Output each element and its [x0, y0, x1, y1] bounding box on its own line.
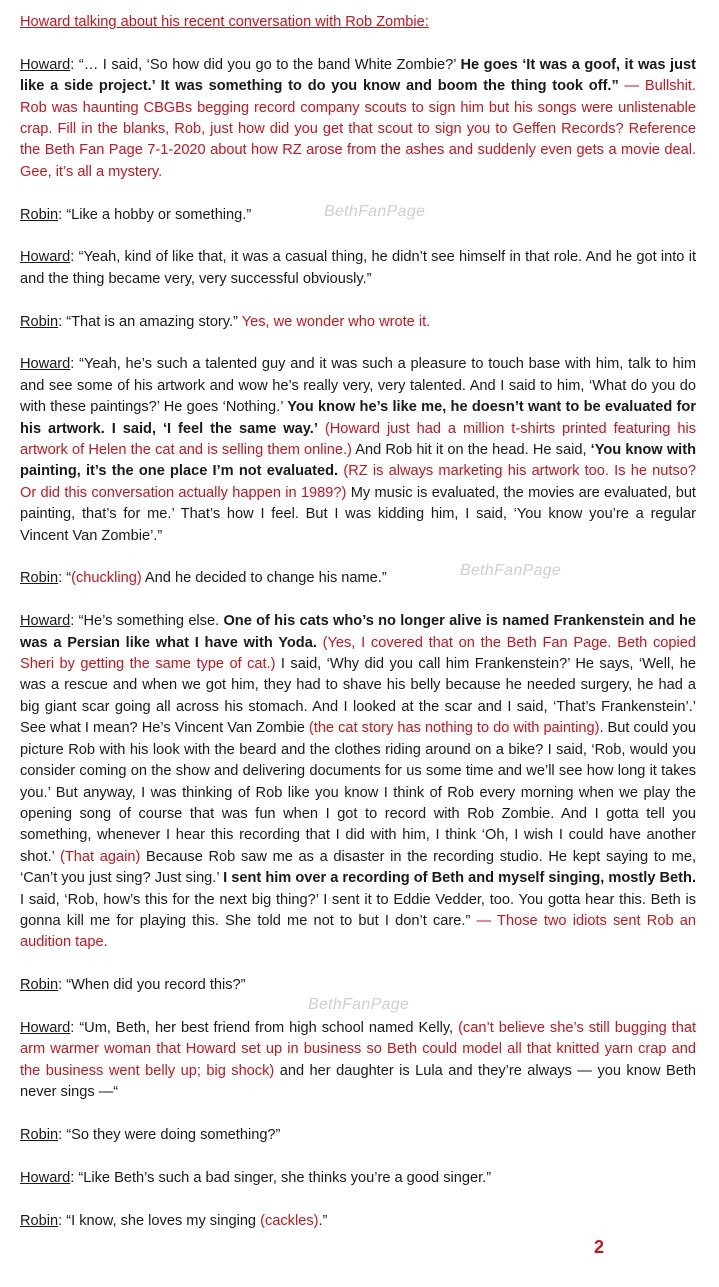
quote-text: : “Yeah, kind of like that, it was a casual thing, he didn’t see himself in that role. And he got into it and the thing became very, very successful obviously.”	[20, 249, 696, 287]
quote-text: : “I know, she loves my singing	[58, 1212, 261, 1229]
speaker-name: Robin	[20, 206, 59, 223]
quote-bold-text: ‘You know with painting, it’s the one place I’m not evaluated.	[20, 442, 697, 480]
quote-text: I said, ‘Why did you call him Frankenstein?’ He says, ‘Well, he was a rescue and when we got him, they had to shave his belly because he needed surgery, he had a big giant scar going all across his stomach. And I looked at the scar and I said, ‘That’s Frankenstein’.’ See what I mean? He’s Vincent Van Zombie	[20, 656, 697, 737]
quote-bold-text: You know he’s like me, he doesn’t want to be evaluated for his artwork. I said, ‘I feel the same way.’	[20, 399, 696, 437]
transcript-paragraph	[20, 975, 696, 996]
commentary-text: — Bullshit. Rob was haunting CBGBs begging record company scouts to sign him but his songs were unlistenable crap. Fill in the blanks, Rob, just how did you get that scout to sign you to Geffen Records? Reference the Beth Fan Page 7-1-2020 about how RZ arose from the ashes and suddenly even gets a movie deal. Gee, it’s all a mystery.	[20, 78, 696, 180]
transcript	[20, 55, 696, 1232]
watermark: BethFanPage	[460, 562, 562, 579]
transcript-paragraph	[20, 1211, 696, 1232]
speaker-name: Howard	[20, 56, 71, 73]
commentary-text: — Those two idiots sent Rob an audition tape.	[20, 912, 696, 951]
speaker-name: Robin	[20, 977, 59, 994]
quote-text: : “Like Beth’s such a bad singer, she thinks you’re a good singer.”	[70, 1169, 492, 1186]
watermark: BethFanPage	[324, 203, 426, 220]
transcript-paragraph	[20, 1018, 696, 1104]
speaker-name: Howard	[20, 1019, 71, 1036]
quote-text: : “When did you record this?”	[58, 977, 246, 994]
transcript-paragraph	[20, 1125, 696, 1146]
document-body	[20, 12, 696, 1253]
quote-text: : “Like a hobby or something.”	[58, 206, 252, 223]
transcript-paragraph	[20, 55, 696, 183]
page-number: 2	[594, 1237, 605, 1257]
quote-text: : “So they were doing something?”	[58, 1126, 281, 1143]
commentary-text: (can’t believe she’s still bugging that arm warmer woman that Howard set up in business so Beth could model all that knitted yarn crap and the business went belly up; big shock)	[20, 1019, 696, 1079]
commentary-text: (Howard just had a million t-shirts printed featuring his artwork of Helen the cat and is selling them online.)	[20, 420, 697, 459]
quote-text: I said, ‘Rob, how’s this for the next big thing?’ I sent it to Eddie Vedder, too. You gotta hear this. Beth is gonna kill me for playing this. She told me not to but I don’t care.”	[20, 891, 696, 929]
quote-text: Because Rob saw me as a disaster in the recording studio. He kept saying to me, ‘Can’t you just sing? Just sing.’	[20, 848, 697, 887]
commentary-text: (RZ is always marketing his artwork too. Is he nutso? Or did this conversation actually happen in 1989?)	[20, 463, 696, 501]
quote-bold-text: He goes ‘It was a goof, it was just like a side project.’ It was something to do you know and boom the thing took off.”	[20, 56, 696, 95]
transcript-paragraph	[20, 611, 696, 954]
document-title: Howard talking about his recent conversation with Rob Zombie:	[20, 14, 429, 30]
speaker-name: Howard	[20, 1169, 71, 1186]
quote-text: : “He’s something else.	[70, 613, 224, 630]
transcript-paragraph	[20, 354, 696, 547]
transcript-paragraph	[20, 247, 696, 290]
speaker-name: Robin	[20, 313, 59, 330]
quote-bold-text: One of his cats who’s no longer alive is named Frankenstein and he was a Persian like what I have with Yoda.	[20, 613, 696, 651]
speaker-name: Howard	[20, 249, 71, 266]
quote-text: My music is evaluated, the movies are evaluated, but painting, that’s for me.’ That’s how I feel. But I was kidding him, I said, ‘You know you’re a regular Vincent Van Zombie’.”	[20, 484, 696, 544]
commentary-text: (chuckling)	[71, 570, 142, 587]
watermark: BethFanPage	[308, 996, 410, 1013]
commentary-text: (the cat story has nothing to do with painting)	[308, 720, 600, 737]
quote-text: : “Yeah, he’s such a talented guy and it was such a pleasure to touch base with him, talk to him and see some of his artwork and wow he’s really very, very talented. And I said to him, ‘What do you do with these paintings?’ He goes ‘Nothing.’	[20, 356, 696, 416]
quote-text: : “	[58, 570, 72, 587]
commentary-text: (Yes, I covered that on the Beth Fan Page. Beth copied Sheri by getting the same type of cat.)	[20, 634, 696, 673]
speaker-name: Robin	[20, 1126, 59, 1143]
speaker-name: Robin	[20, 570, 59, 587]
transcript-paragraph	[20, 1168, 696, 1189]
transcript-paragraph	[20, 568, 696, 589]
quote-text: And he decided to change his name.”	[141, 570, 387, 587]
quote-text: : “… I said, ‘So how did you go to the band White Zombie?’	[70, 56, 461, 73]
speaker-name: Howard	[20, 613, 71, 630]
quote-text: and her daughter is Lula and they’re always — you know Beth never sings —“	[20, 1062, 696, 1101]
commentary-text: Yes, we wonder who wrote it.	[241, 313, 431, 330]
quote-text: .”	[318, 1212, 328, 1229]
quote-text: : “Um, Beth, her best friend from high school named Kelly,	[70, 1019, 459, 1036]
quote-text: : “That is an amazing story.”	[58, 313, 242, 330]
speaker-name: Howard	[20, 356, 71, 373]
commentary-text: (That again)	[60, 848, 141, 865]
quote-text: And Rob hit it on the head. He said,	[351, 442, 591, 459]
quote-bold-text: I sent him over a recording of Beth and myself singing, mostly Beth.	[223, 870, 696, 887]
transcript-paragraph	[20, 312, 696, 333]
speaker-name: Robin	[20, 1212, 59, 1229]
quote-text: . But could you picture Rob with his look with the beard and the clothes riding around on a bike? I said, ‘Rob, would you consider coming on the show and delivering documents for us some time and we’ll see how long it takes you.’ But anyway, I was thinking of Rob like you know I think of Rob every morning when we play the opening song of course that was fun when I got to record with Rob Zombie. And I gotta tell you something, whenever I hear this recording that I did with him, I think ‘Oh, I wish I could have another shot.’	[20, 720, 697, 865]
commentary-text: (cackles)	[260, 1212, 319, 1229]
